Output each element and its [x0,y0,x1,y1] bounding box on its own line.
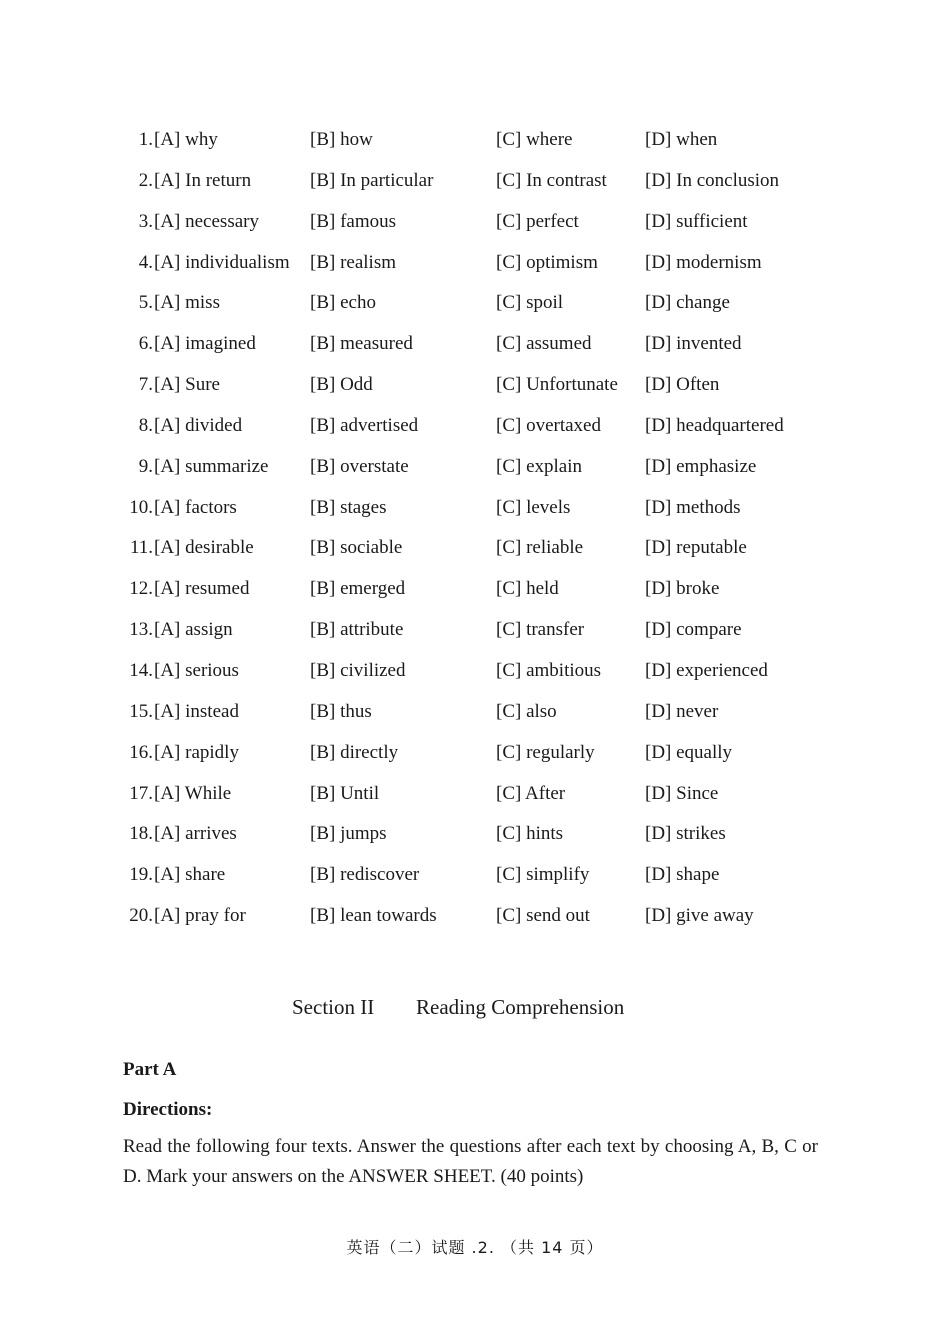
option-b: [B] Odd [310,374,373,396]
option-a: [A] divided [154,414,243,436]
directions-text: Read the following four texts. Answer the questions after each text by choosing A, B, C or D. Mark your answers on the ANSWER SHEET. (40 points) [123,1136,818,1187]
option-a: [A] imagined [154,333,256,355]
question-number: 6. [138,333,153,355]
question-number: 15. [129,700,153,722]
option-c: [C] assumed [496,333,592,355]
option-a: [A] share [154,864,226,886]
question-row [0,202,950,243]
option-a: [A] arrives [154,823,237,845]
option-b: [B] jumps [310,823,387,845]
question-number: 5. [138,292,153,314]
option-b: [B] Until [310,782,380,804]
option-a: [A] Sure [154,374,220,396]
question-number: 9. [138,455,153,477]
question-row [0,774,950,815]
question-row [0,692,950,733]
option-a: [A] serious [154,659,239,681]
option-c: [C] Unfortunate [496,374,618,396]
option-d: [D] give away [645,905,754,927]
question-row [0,610,950,651]
option-c: [C] held [496,578,559,600]
question-row [0,855,950,896]
option-d: [D] Since [645,782,719,804]
question-number: 4. [138,251,153,273]
option-b: [B] lean towards [310,905,437,927]
question-number: 13. [129,619,153,641]
question-row [0,447,950,488]
option-c: [C] perfect [496,210,579,232]
option-b: [B] sociable [310,537,403,559]
option-b: [B] emerged [310,578,406,600]
option-d: [D] sufficient [645,210,748,232]
option-b: [B] how [310,129,373,150]
question-row [0,161,950,202]
question-number: 10. [129,496,153,518]
option-d: [D] emphasize [645,455,757,477]
question-number: 1. [138,129,153,150]
question-row [0,528,950,569]
directions-label: Directions: [123,1099,213,1120]
option-b: [B] attribute [310,619,404,641]
section-title: Reading Comprehension [416,995,625,1019]
option-a: [A] necessary [154,210,259,232]
option-d: [D] methods [645,496,741,518]
page-footer: 英语（二）试题 .2. （共 14 页） [346,1238,604,1257]
option-d: [D] headquartered [645,414,784,436]
option-a: [A] why [154,129,218,150]
option-c: [C] explain [496,455,583,477]
option-c: [C] reliable [496,537,584,559]
question-number: 14. [129,659,153,681]
question-number: 11. [129,537,153,559]
question-options-list [0,120,950,937]
question-number: 8. [138,414,153,436]
question-row [0,814,950,855]
question-number: 3. [138,210,153,232]
option-c: [C] After [496,782,566,804]
option-b: [B] echo [310,292,376,314]
option-b: [B] measured [310,333,413,355]
option-a: [A] miss [154,292,220,314]
option-c: [C] regularly [496,741,595,763]
question-number: 7. [138,374,153,396]
option-d: [D] invented [645,333,742,355]
option-d: [D] shape [645,864,720,886]
option-d: [D] experienced [645,659,768,681]
question-row [0,243,950,284]
option-d: [D] strikes [645,823,726,845]
option-a: [A] While [154,782,232,804]
option-b: [B] realism [310,251,397,273]
question-row [0,406,950,447]
question-row [0,733,950,774]
question-row [0,324,950,365]
option-c: [C] overtaxed [496,414,601,436]
option-a: [A] desirable [154,537,254,559]
option-a: [A] factors [154,496,237,518]
question-number: 16. [129,741,153,763]
option-b: [B] stages [310,496,387,518]
option-d: [D] when [645,129,718,150]
question-number: 19. [129,864,153,886]
option-b: [B] civilized [310,659,406,681]
option-d: [D] Often [645,374,720,396]
option-d: [D] broke [645,578,720,600]
option-c: [C] where [496,129,573,150]
option-c: [C] also [496,700,557,722]
option-c: [C] transfer [496,619,585,641]
question-number: 17. [129,782,153,804]
option-a: [A] In return [154,169,252,191]
option-d: [D] modernism [645,251,762,273]
option-b: [B] In particular [310,169,434,191]
option-d: [D] compare [645,619,742,641]
option-a: [A] instead [154,700,239,722]
option-d: [D] In conclusion [645,169,780,191]
option-d: [D] change [645,292,730,314]
question-row [0,488,950,529]
part-label: Part A [123,1059,177,1080]
option-a: [A] summarize [154,455,269,477]
question-row [0,365,950,406]
question-row [0,896,950,937]
option-c: [C] ambitious [496,659,602,681]
option-b: [B] overstate [310,455,409,477]
option-b: [B] famous [310,210,397,232]
option-c: [C] spoil [496,292,564,314]
question-row [0,651,950,692]
option-c: [C] simplify [496,864,590,886]
question-row [0,120,950,161]
section-number: Section II [292,995,375,1019]
question-number: 12. [129,578,153,600]
option-b: [B] thus [310,700,372,722]
option-a: [A] rapidly [154,741,239,763]
option-d: [D] never [645,700,719,722]
option-c: [C] In contrast [496,169,607,191]
question-number: 20. [129,905,153,927]
option-c: [C] levels [496,496,571,518]
option-d: [D] equally [645,741,733,763]
option-a: [A] pray for [154,905,246,927]
option-d: [D] reputable [645,537,747,559]
option-b: [B] rediscover [310,864,420,886]
option-c: [C] send out [496,905,590,927]
option-c: [C] hints [496,823,564,845]
option-c: [C] optimism [496,251,598,273]
option-a: [A] assign [154,619,233,641]
question-row [0,569,950,610]
question-number: 18. [129,823,153,845]
option-a: [A] resumed [154,578,250,600]
option-b: [B] advertised [310,414,419,436]
question-number: 2. [138,169,153,191]
option-b: [B] directly [310,741,399,763]
question-row [0,283,950,324]
option-a: [A] individualism [154,251,290,273]
